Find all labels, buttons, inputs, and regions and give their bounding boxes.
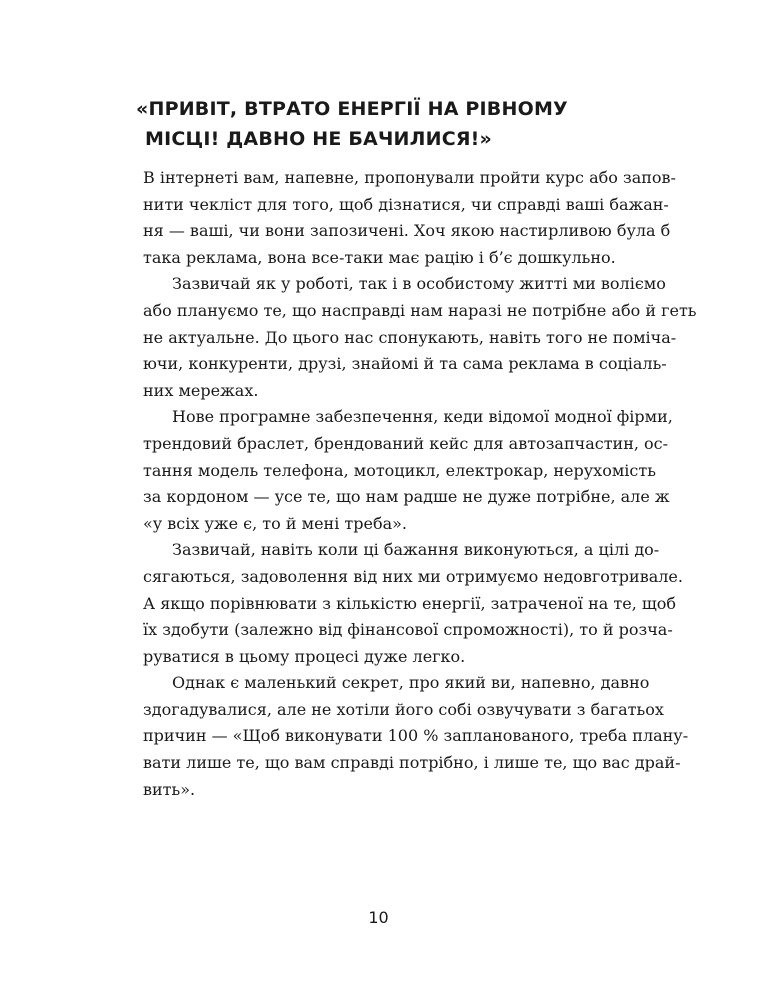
text-line: Зазвичай як у роботі, так і в особистому житті ми воліємо xyxy=(172,274,666,294)
text-line: Однак є маленький секрет, про який ви, напевно, давно xyxy=(172,673,650,693)
text-line: трендовий браслет, брендований кейс для автозапчастин, ос- xyxy=(143,433,669,453)
text-line: В інтернеті вам, напевне, пропонували пройти курс або запов- xyxy=(143,168,676,187)
paragraph-2 xyxy=(143,271,697,404)
heading-line: «ПРИВІТ, ВТРАТО ЕНЕРГІЇ НА РІВНОМУ xyxy=(136,98,568,120)
paragraph-4 xyxy=(143,537,683,670)
text-line: така реклама, вона все-таки має рацію і б’є дошкульно. xyxy=(143,247,616,267)
text-line: причин — «Щоб виконувати 100 % запланованого, треба плану- xyxy=(143,726,689,746)
text-line: не актуальне. До цього нас спонукають, навіть того не поміча- xyxy=(143,327,677,347)
heading-line: МІСЦІ! ДАВНО НЕ БАЧИЛИСЯ!» xyxy=(145,128,493,150)
page-number: 10 xyxy=(368,908,389,927)
text-line: «у всіх уже є, то й мені треба». xyxy=(143,513,408,533)
text-line: здогадувалися, але не хотіли його собі озвучувати з багатьох xyxy=(143,699,664,719)
text-line: руватися в цьому процесі дуже легко. xyxy=(143,646,466,666)
text-line: них мережах. xyxy=(143,380,259,400)
text-line: А якщо порівнювати з кількістю енергії, затраченої на те, щоб xyxy=(143,593,677,613)
text-line: Зазвичай, навіть коли ці бажання виконуються, а цілі до- xyxy=(172,540,660,560)
text-line: нити чекліст для того, щоб дізнатися, чи справді ваші бажан- xyxy=(143,194,669,214)
text-line: ня — ваші, чи вони запозичені. Хоч якою настирливою була б xyxy=(143,221,671,241)
text-line: Нове програмне забезпечення, кеди відомої модної фірми, xyxy=(172,407,673,427)
text-line: ючи, конкуренти, друзі, знайомі й та сама реклама в соціаль- xyxy=(143,354,667,374)
paragraph-5 xyxy=(143,670,689,803)
text-line: за кордоном — усе те, що нам радше не дуже потрібне, але ж xyxy=(143,487,670,507)
section-heading xyxy=(136,94,626,154)
text-line: вати лише те, що вам справді потрібно, і лише те, що вас драй- xyxy=(143,753,681,773)
body-text xyxy=(143,165,697,803)
text-line: або плануємо те, що насправді нам наразі не потрібне або й геть xyxy=(143,300,697,320)
text-line: їх здобути (залежно від фінансової спроможності), то й розча- xyxy=(143,620,673,640)
paragraph-3 xyxy=(143,404,673,537)
text-line: тання модель телефона, мотоцикл, електрокар, нерухомість xyxy=(143,460,656,480)
text-line: вить». xyxy=(143,779,196,799)
paragraph-1 xyxy=(143,165,676,271)
text-line: сягаються, задоволення від них ми отримуємо недовготривале. xyxy=(143,566,683,586)
